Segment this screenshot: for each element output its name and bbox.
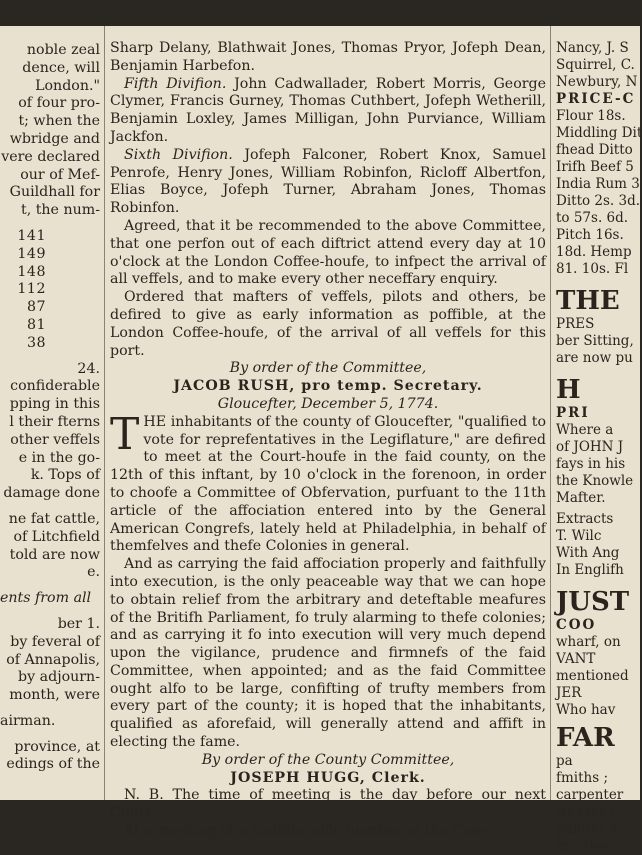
- right-column-line: carpenter: [556, 787, 624, 803]
- dateline: Gloucefter, December 5, 1774.: [217, 395, 439, 412]
- sixth-division-names: Jofeph Falconer, Robert Knox, Samuel Penrofe, Henry Jones, William Robinfon, Ricloff Albertfon, Elias Boyce, Jofeph Turner, Abraham Jones, Thomas Robinfon.: [110, 146, 546, 217]
- left-column-line: ents from all: [0, 590, 92, 607]
- right-column-line: the Knowle: [556, 473, 634, 489]
- fourth-division-names: Sharp Delany, Blathwait Jones, Thomas Pryor, Jofeph Dean, Benjamin Harbefon.: [110, 40, 546, 74]
- vote-count: 141: [17, 227, 46, 244]
- right-column-line: In Englifh: [556, 562, 624, 578]
- left-column-line: London.": [35, 77, 100, 94]
- right-column-line: Middling Dit: [556, 125, 642, 141]
- left-column-line: 24.: [77, 360, 100, 377]
- right-column-line: Where a: [556, 422, 614, 438]
- left-column-line: Guildhall for: [9, 184, 100, 201]
- fifth-division: [110, 76, 546, 147]
- right-column-line: Mafter.: [556, 490, 606, 506]
- sixth-division-label: Sixth Divifion.: [124, 146, 233, 163]
- agreed-paragraph: Agreed, that it be recommended to the above Committee, that one perfon out of each diftrict attend every day at 10 o'clock at the London Coffee-houfe, to infpect the arrival of all veffels, and to make every other neceffary enquiry.: [110, 217, 546, 288]
- right-column-line: Squirrel, C.: [556, 57, 635, 73]
- right-column-line: pa: [556, 753, 573, 769]
- left-column-line: e.: [87, 564, 100, 581]
- left-column-line: of Litchfield: [13, 528, 100, 545]
- left-column-line: told are now: [9, 546, 100, 563]
- right-column-line: to 57s. 6d.: [556, 210, 629, 226]
- joseph-hugg-signature: JOSEPH HUGG, Clerk.: [230, 769, 426, 786]
- left-column-line: confiderable: [10, 378, 100, 395]
- left-column-line: airman.: [0, 712, 56, 729]
- left-column-line: edings of the: [6, 756, 100, 773]
- left-column-line: wbridge and: [9, 130, 100, 147]
- the-heading: THE: [556, 286, 620, 316]
- just-heading: JUST: [556, 587, 630, 617]
- right-column-line: Ditto 2s. 3d.: [556, 193, 641, 209]
- vote-count: 149: [17, 245, 46, 262]
- pri-heading: PRI: [556, 405, 590, 421]
- price-current-heading: PRICE-C: [556, 91, 636, 107]
- left-column-line: ber 1.: [57, 615, 100, 632]
- right-column-line: Nancy, J. S: [556, 40, 629, 56]
- left-column-line: province, at: [14, 738, 100, 755]
- right-column-line: er ; two: [556, 838, 609, 854]
- vote-count: 112: [17, 281, 46, 298]
- left-column-line: noble zeal: [26, 42, 100, 58]
- right-column-line: Pitch 16s.: [556, 227, 624, 243]
- h-heading: H: [556, 375, 581, 405]
- left-column-line: pping in this: [9, 396, 100, 413]
- left-column-line: of four pro-: [18, 95, 100, 112]
- left-column-line: t; when the: [18, 113, 100, 130]
- left-column-line: month, were: [9, 687, 100, 704]
- right-column-line: of JOHN J: [556, 439, 624, 455]
- right-column-line: VANT: [556, 651, 596, 667]
- by-order-committee: By order of the Committee,: [229, 360, 427, 377]
- inhabitants-text: HE inhabitants of the county of Gloucefter, "qualified to vote for reprefentatives in the Legiflature," are defired to meet at the Court-houfe in the faid county, on the 12th of this inftant, by 10 o'clock in the forenoon, in order to choofe a Committee of Obfervation, purfuant to the 11th article of the affociation entered into by the General American Congrefs, lately held at Philadelphia, in behalf of themfelves and thefe Colonies in general.: [110, 413, 546, 555]
- ordered-paragraph: Ordered that mafters of veffels, pilots and others, be defired to give as early information as poffible, at the London Coffee-houfe, of the arrival of all veffels for this port.: [110, 289, 546, 359]
- left-column-line: e in the go-: [18, 449, 100, 466]
- column-rule-left: [104, 26, 105, 800]
- left-column-line: by feveral of: [10, 633, 100, 650]
- left-column: [0, 26, 102, 816]
- right-column-line: mentioned: [556, 668, 629, 684]
- right-column-line: 18d. Hemp: [556, 244, 632, 260]
- right-column-line: fmiths ;: [556, 770, 609, 786]
- last-paragraph: At a meeting of a confiderable number of the Com-: [124, 823, 491, 840]
- right-column-line: With Ang: [556, 545, 620, 561]
- right-column-line: weaver ;: [556, 804, 615, 820]
- vote-count: 81: [26, 316, 46, 333]
- right-column-line: Flour 18s.: [556, 108, 626, 124]
- right-column-line: JER: [556, 685, 582, 701]
- right-column-line: Extracts: [556, 511, 614, 527]
- right-column-line: fhead Ditto: [556, 142, 633, 158]
- right-column-line: ber Sitting,: [556, 333, 634, 349]
- and-as-paragraph: And as carrying the faid affociation properly and faithfully into execution, is the only peaceable way that we can hope to obtain relief from the arbitrary and deteftable meafures of the Britifh Parliament, fo truly alarming to thefe colonies; and as carrying it fo into execution will very much depend upon the vigilance, prudence and firmnefs of the faid Committee, when appointed; and as the faid Committee ought alfo to be large, confifting of trufty members from every part of the county; it is hoped that the inhabitants, qualified as aforefaid, will generally attend and affift in electing the fame.: [110, 556, 546, 751]
- far-heading: FAR: [556, 723, 615, 753]
- right-column-line: Newbury, N: [556, 74, 638, 90]
- main-column: [110, 26, 546, 840]
- jacob-rush-signature: JACOB RUSH, pro temp. Secretary.: [173, 378, 483, 395]
- vote-count: 87: [26, 299, 46, 316]
- left-column-line: k. Tops of: [30, 467, 100, 484]
- left-column-line: ne fat cattle,: [8, 510, 100, 527]
- left-column-line: l their fterns: [9, 413, 100, 430]
- sixth-division: [110, 147, 546, 218]
- left-column-line: by adjourn-: [18, 669, 100, 686]
- right-column-line: India Rum 3: [556, 176, 640, 192]
- newspaper-page: [0, 26, 642, 854]
- coo-heading: COO: [556, 617, 597, 633]
- right-column: [556, 26, 642, 854]
- fifth-division-label: Fifth Divifion.: [124, 75, 227, 92]
- right-column-line: Irifh Beef 5: [556, 159, 634, 175]
- left-column-line: other veffels: [10, 431, 100, 448]
- by-order-county-committee: By order of the County Committee,: [201, 751, 455, 768]
- right-column-line: are now pu: [556, 350, 633, 366]
- right-column-line: painter a: [556, 821, 618, 837]
- left-column-line: dence, will: [22, 59, 100, 76]
- left-column-line: damage done: [3, 485, 100, 502]
- inhabitants-paragraph: [110, 408, 546, 556]
- left-column-line: our of Mef-: [20, 166, 100, 183]
- fifth-division-names: John Cadwallader, Robert Morris, George Clymer, Francis Gurney, Thomas Cuthbert, Jofeph Wetherill, Benjamin Loxley, James Milligan, John Purviance, William Jackfon.: [110, 75, 546, 145]
- right-column-line: T. Wilc: [556, 528, 602, 544]
- right-column-line: fays in his: [556, 456, 626, 472]
- vote-count: 38: [26, 334, 46, 351]
- left-column-line: of Annapolis,: [6, 651, 100, 668]
- right-column-line: Who hav: [556, 702, 616, 718]
- right-column-line: 81. 10s. Fl: [556, 261, 629, 277]
- right-column-line: PRES: [556, 316, 595, 332]
- drop-cap: T: [110, 408, 140, 460]
- left-column-line: t, the num-: [21, 202, 100, 219]
- right-column-line: wharf, on: [556, 634, 621, 650]
- vote-count: 148: [17, 263, 46, 280]
- nb-paragraph: N. B. The time of meeting is the day before our next Court.: [110, 787, 546, 822]
- left-column-line: vere declared: [1, 148, 100, 165]
- column-rule-right: [550, 26, 551, 800]
